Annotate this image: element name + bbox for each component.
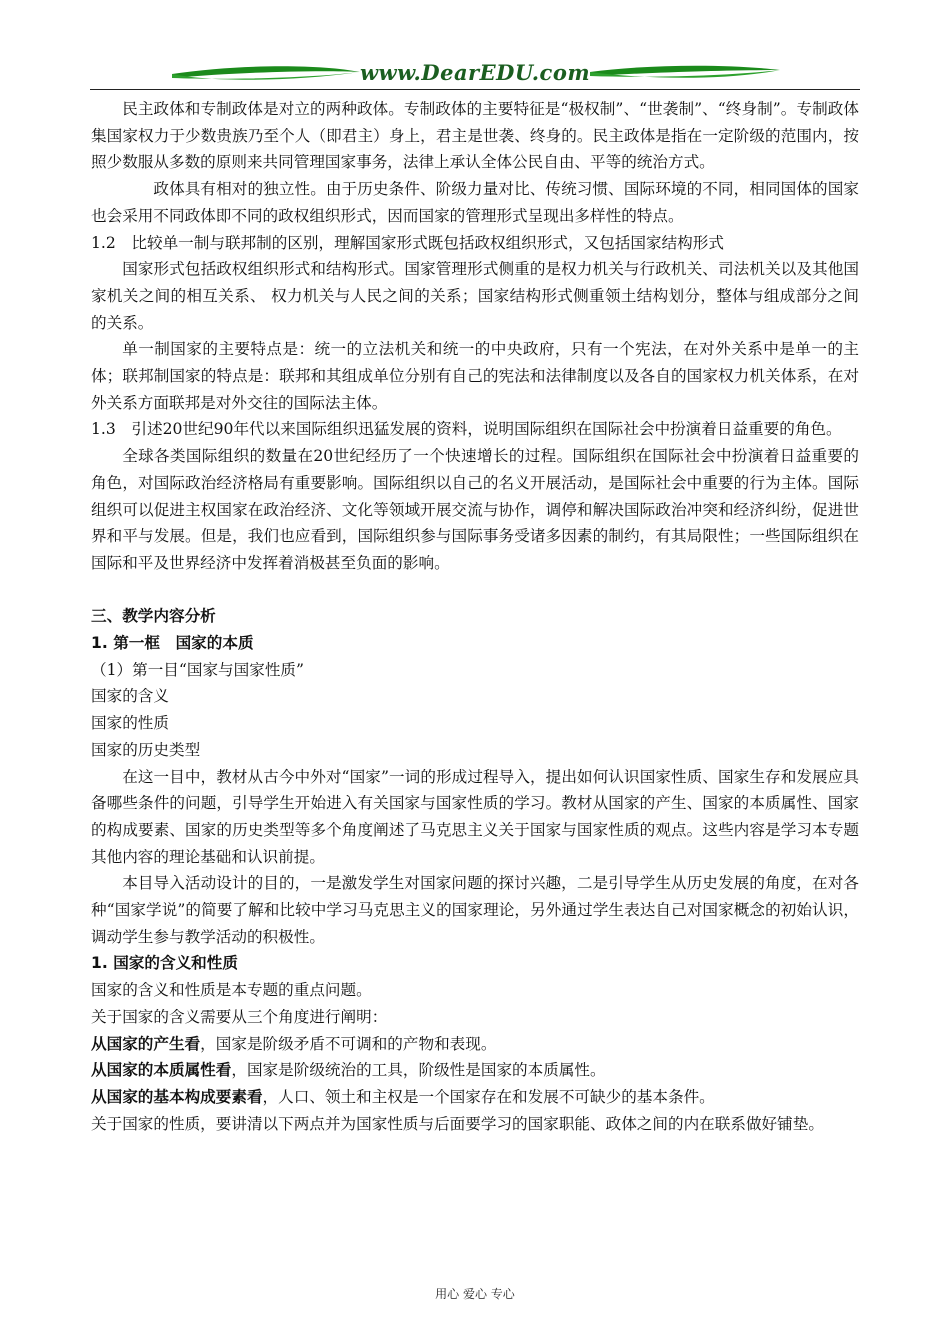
section-heading: 1.3 引述20世纪90年代以来国际组织迅猛发展的资料，说明国际组织在国际社会中扮演着日益重要的角色。 xyxy=(91,420,842,439)
paragraph: 国家形式包括政权组织形式和结构形式。国家管理形式侧重的是权力机关与行政机关、司法机关以及其他国家机关之间的相互关系、 权力机关与人民之间的关系；国家结构形式侧重领土结构划分，整体与组成部分之间的关系。 xyxy=(91,260,859,332)
point-text: ，人口、领土和主权是一个国家存在和发展不可缺少的基本条件。 xyxy=(262,1088,715,1106)
chapter-heading: 三、教学内容分析 xyxy=(91,607,216,626)
point-line xyxy=(91,1084,859,1111)
point-lead: 从国家的本质属性看 xyxy=(91,1061,232,1080)
point-lead: 从国家的基本构成要素看 xyxy=(91,1088,263,1106)
paragraph: 全球各类国际组织的数量在20世纪经历了一个快速增长的过程。国际组织在国际社会中扮演着日益重要的角色，对国际政治经济格局有重要影响。国际组织以自己的名义开展活动，是国际社会中重要的行为主体。国际组织可以促进主权国家在政治经济、文化等领域开展交流与协作，调停和解决国际政治冲突和经济纠纷，促进世界和平与发展。但是，我们也应看到，国际组织参与国际事务受诸多因素的制约，有其局限性；一些国际组织在国际和平及世界经济中发挥着消极甚至负面的影响。 xyxy=(91,447,859,572)
site-logo-text[interactable]: www.DearEDU.com xyxy=(359,60,591,85)
list-item: 国家的历史类型 xyxy=(91,740,201,759)
paragraph: 政体具有相对的独立性。由于历史条件、阶级力量对比、传统习惯、国际环境的不同，相同国体的国家也会采用不同政体即不同的政权组织形式，因而国家的管理形式呈现出多样性的特点。 xyxy=(91,180,859,225)
header-rule xyxy=(90,89,860,90)
subheading: 1. 第一框 国家的本质 xyxy=(91,634,254,653)
paragraph: 在这一目中，教材从古今中外对“国家”一词的形成过程导入，提出如何认识国家性质、国家生存和发展应具备哪些条件的问题，引导学生开始进入有关国家与国家性质的学习。教材从国家的产生、国家的本质属性、国家的构成要素、国家的历史类型等多个角度阐述了马克思主义关于国家与国家性质的观点。这些内容是学习本专题其他内容的理论基础和认识前提。 xyxy=(91,767,859,866)
subheading: 1. 国家的含义和性质 xyxy=(91,954,238,973)
point-line xyxy=(91,1057,859,1084)
point-text: ，国家是阶级矛盾不可调和的产物和表现。 xyxy=(200,1034,497,1053)
paragraph: 关于国家的含义需要从三个角度进行阐明： xyxy=(91,1007,388,1026)
item-heading: （1）第一目“国家与国家性质” xyxy=(91,660,304,679)
paragraph: 民主政体和专制政体是对立的两种政体。专制政体的主要特征是“极权制”、“世袭制”、“终身制”。专制政体集国家权力于少数贵族乃至个人（即君主）身上，君主是世袭、终身的。民主政体是指在一定阶级的范围内，按照少数服从多数的原则来共同管理国家事务，法律上承认全体公民自由、平等的统治方式。 xyxy=(91,100,859,172)
page-header xyxy=(90,56,860,92)
section-heading: 1.2 比较单一制与联邦制的区别，理解国家形式既包括政权组织形式，又包括国家结构形式 xyxy=(91,233,724,252)
paragraph: 单一制国家的主要特点是：统一的立法机关和统一的中央政府，只有一个宪法，在对外关系中是单一的主体；联邦制国家的特点是：联邦和其组成单位分别有自己的宪法和法律制度以及各自的国家权力机关体系，在对外关系方面联邦是对外交往的国际法主体。 xyxy=(91,340,859,412)
paragraph: 国家的含义和性质是本专题的重点问题。 xyxy=(91,981,372,1000)
point-line xyxy=(91,1031,859,1058)
document-body xyxy=(91,96,859,1137)
point-text: ，国家是阶级统治的工具，阶级性是国家的本质属性。 xyxy=(231,1061,606,1080)
page-footer: 用心 爱心 专心 xyxy=(435,1287,515,1301)
paragraph: 关于国家的性质，要讲清以下两点并为国家性质与后面要学习的国家职能、政体之间的内在联系做好铺垫。 xyxy=(91,1114,824,1133)
list-item: 国家的含义 xyxy=(91,687,169,706)
list-item: 国家的性质 xyxy=(91,714,169,733)
point-lead: 从国家的产生看 xyxy=(91,1034,201,1053)
paragraph: 本目导入活动设计的目的，一是激发学生对国家问题的探讨兴趣，二是引导学生从历史发展的角度，在对各种“国家学说”的简要了解和比较中学习马克思主义的国家理论，另外通过学生表达自己对国家概念的初始认识，调动学生参与教学活动的积极性。 xyxy=(91,874,859,946)
spacer xyxy=(91,577,859,604)
